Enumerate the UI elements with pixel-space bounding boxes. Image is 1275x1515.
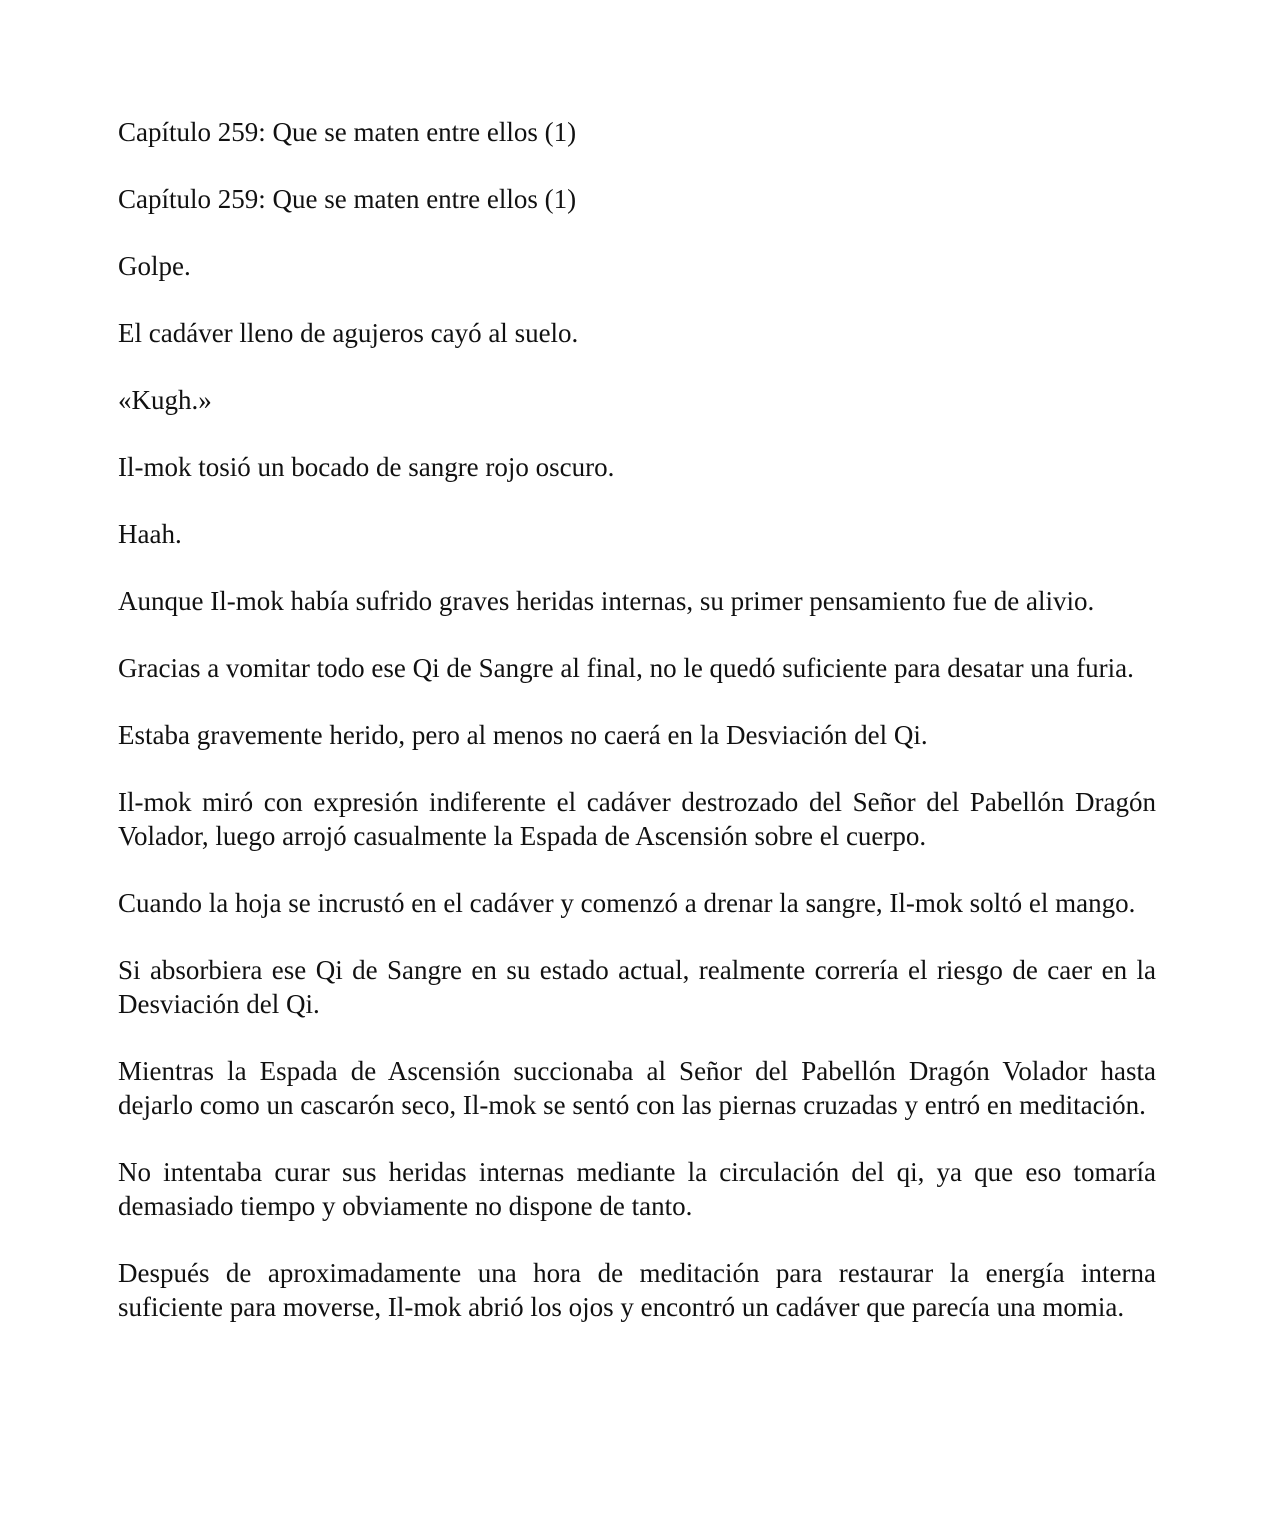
paragraph: El cadáver lleno de agujeros cayó al suelo.	[118, 318, 579, 348]
paragraph: Cuando la hoja se incrustó en el cadáver y comenzó a drenar la sangre, Il-mok soltó el mango.	[118, 888, 1136, 918]
paragraph: Después de aproximadamente una hora de meditación para restaurar la energía interna suficiente para moverse, Il-mok abrió los ojos y encontró un cadáver que parecía una momia.	[118, 1258, 1156, 1322]
paragraph: «Kugh.»	[118, 385, 212, 415]
paragraph: Golpe.	[118, 251, 191, 281]
paragraph: Il-mok miró con expresión indiferente el cadáver destrozado del Señor del Pabellón Dragón Volador, luego arrojó casualmente la Espada de Ascensión sobre el cuerpo.	[118, 787, 1156, 851]
paragraph: Gracias a vomitar todo ese Qi de Sangre al final, no le quedó suficiente para desatar una furia.	[118, 653, 1134, 683]
paragraph: No intentaba curar sus heridas internas mediante la circulación del qi, ya que eso tomaría demasiado tiempo y obviamente no dispone de tanto.	[118, 1157, 1156, 1221]
document-body	[118, 115, 1156, 1324]
chapter-heading: Capítulo 259: Que se maten entre ellos (1)	[118, 117, 577, 147]
paragraph: Estaba gravemente herido, pero al menos no caerá en la Desviación del Qi.	[118, 720, 928, 750]
paragraph: Mientras la Espada de Ascensión succionaba al Señor del Pabellón Dragón Volador hasta dejarlo como un cascarón seco, Il-mok se sentó con las piernas cruzadas y entró en meditación.	[118, 1056, 1156, 1120]
paragraph: Haah.	[118, 519, 182, 549]
paragraph: Si absorbiera ese Qi de Sangre en su estado actual, realmente correría el riesgo de caer en la Desviación del Qi.	[118, 955, 1156, 1019]
paragraph: Aunque Il-mok había sufrido graves heridas internas, su primer pensamiento fue de alivio.	[118, 586, 1095, 616]
paragraph: Il-mok tosió un bocado de sangre rojo oscuro.	[118, 452, 615, 482]
chapter-heading-repeat: Capítulo 259: Que se maten entre ellos (1)	[118, 184, 577, 214]
